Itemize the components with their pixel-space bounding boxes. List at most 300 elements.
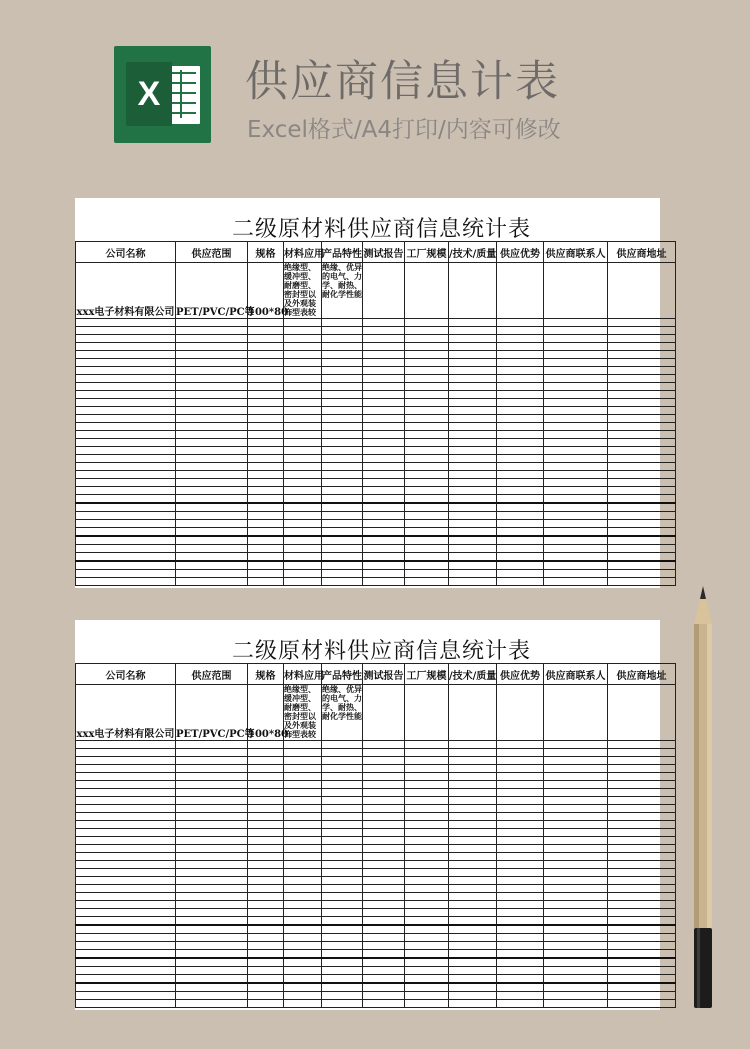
table-cell <box>497 528 544 537</box>
table-cell <box>176 487 248 495</box>
table-cell <box>405 351 449 359</box>
table-cell <box>363 789 405 797</box>
table-cell <box>544 805 608 813</box>
table-cell <box>248 570 284 578</box>
table-cell <box>322 415 363 423</box>
table-cell <box>176 561 248 570</box>
table-cell <box>449 967 497 975</box>
table-cell <box>608 536 676 545</box>
table-cell <box>284 520 322 528</box>
table-cell <box>248 545 284 553</box>
table-cell <box>405 439 449 447</box>
table-cell <box>284 553 322 562</box>
table-cell <box>76 439 176 447</box>
table-cell <box>405 447 449 455</box>
table-cell <box>248 335 284 343</box>
table-cell <box>76 893 176 901</box>
table-cell <box>405 773 449 781</box>
table-cell <box>405 536 449 545</box>
table-cell <box>497 934 544 942</box>
table-cell <box>405 917 449 926</box>
table-cell <box>608 495 676 504</box>
table-cell <box>449 383 497 391</box>
table-cell <box>449 391 497 399</box>
table-cell <box>176 917 248 926</box>
table-cell <box>248 975 284 984</box>
table-cell <box>405 901 449 909</box>
table-cell <box>449 741 497 749</box>
table-cell <box>497 901 544 909</box>
table-cell <box>248 503 284 512</box>
table-row <box>76 813 676 821</box>
table-cell <box>405 885 449 893</box>
table-cell <box>322 487 363 495</box>
table-cell <box>322 391 363 399</box>
table-cell <box>248 520 284 528</box>
table-cell <box>497 391 544 399</box>
table-cell <box>176 407 248 415</box>
table-cell <box>363 983 405 992</box>
table-cell <box>284 1000 322 1008</box>
table-cell <box>322 520 363 528</box>
table-row <box>76 503 676 512</box>
page-title: 供应商信息计表 <box>245 57 560 107</box>
table-cell <box>449 447 497 455</box>
table-cell <box>497 853 544 861</box>
table-cell <box>449 520 497 528</box>
table-cell <box>322 463 363 471</box>
table-cell <box>363 520 405 528</box>
table-cell <box>608 512 676 520</box>
table-cell <box>608 1000 676 1008</box>
table-row <box>76 853 676 861</box>
table-cell <box>405 431 449 439</box>
table-cell <box>405 520 449 528</box>
table-cell <box>544 975 608 984</box>
table-cell <box>544 1000 608 1008</box>
table-cell <box>284 343 322 351</box>
table-cell <box>363 545 405 553</box>
table-cell <box>363 781 405 789</box>
table-cell <box>176 813 248 821</box>
table-cell <box>608 343 676 351</box>
table-cell <box>322 578 363 586</box>
table-cell <box>76 578 176 586</box>
table-cell <box>497 925 544 934</box>
table-cell <box>608 893 676 901</box>
table-cell <box>176 463 248 471</box>
table-cell <box>497 821 544 829</box>
table-cell <box>544 917 608 926</box>
table-cell <box>176 383 248 391</box>
table-cell <box>544 685 608 741</box>
table-cell <box>176 578 248 586</box>
table-cell <box>284 512 322 520</box>
table-cell <box>248 942 284 950</box>
table-cell <box>608 765 676 773</box>
table-cell <box>284 781 322 789</box>
table-cell <box>176 869 248 877</box>
table-cell <box>363 685 405 741</box>
table-cell <box>449 853 497 861</box>
table-cell <box>449 805 497 813</box>
table-cell <box>76 463 176 471</box>
table-cell <box>284 837 322 845</box>
table-cell <box>497 885 544 893</box>
table-cell <box>248 528 284 537</box>
table-cell <box>405 685 449 741</box>
table-cell <box>449 439 497 447</box>
table-cell <box>284 749 322 757</box>
table-row <box>76 391 676 399</box>
table-cell <box>405 992 449 1000</box>
table-cell <box>76 520 176 528</box>
table-cell <box>608 781 676 789</box>
table-cell <box>405 829 449 837</box>
table-cell <box>497 439 544 447</box>
table-cell <box>449 561 497 570</box>
table-cell <box>497 351 544 359</box>
table-cell <box>76 765 176 773</box>
table-cell <box>248 821 284 829</box>
table-cell <box>322 471 363 479</box>
table-cell <box>284 917 322 926</box>
table-cell <box>449 343 497 351</box>
table-cell <box>497 578 544 586</box>
table-cell <box>363 447 405 455</box>
table-cell <box>405 528 449 537</box>
table-cell <box>363 950 405 959</box>
table-cell <box>363 893 405 901</box>
table-cell <box>176 512 248 520</box>
table-cell <box>76 934 176 942</box>
table-cell <box>322 503 363 512</box>
table-cell <box>176 367 248 375</box>
table-cell <box>544 520 608 528</box>
table-cell <box>497 869 544 877</box>
table-cell <box>363 359 405 367</box>
table-cell <box>608 917 676 926</box>
scope-cell: PET/PVC/PC等 <box>176 685 248 741</box>
table-cell <box>176 853 248 861</box>
table-cell <box>608 967 676 975</box>
table-cell <box>363 765 405 773</box>
table-row <box>76 861 676 869</box>
table-cell <box>608 975 676 984</box>
table-cell <box>248 845 284 853</box>
table-row <box>76 958 676 967</box>
table-row <box>76 327 676 335</box>
table-cell <box>363 942 405 950</box>
table-cell <box>544 845 608 853</box>
table-cell <box>284 885 322 893</box>
table-cell <box>322 407 363 415</box>
table-cell <box>405 343 449 351</box>
table-cell <box>176 545 248 553</box>
table-cell <box>405 375 449 383</box>
table-cell <box>176 992 248 1000</box>
scope-cell: PET/PVC/PC等 <box>176 263 248 319</box>
table-cell <box>405 861 449 869</box>
table-cell <box>248 351 284 359</box>
table-cell <box>544 741 608 749</box>
table-cell <box>322 975 363 984</box>
column-header: 材料应用 <box>284 664 322 685</box>
table-cell <box>363 967 405 975</box>
table-cell <box>248 343 284 351</box>
table-cell <box>322 917 363 926</box>
table-cell <box>449 821 497 829</box>
table-cell <box>363 431 405 439</box>
table-cell <box>449 829 497 837</box>
table-cell <box>405 570 449 578</box>
table-row <box>76 1000 676 1008</box>
table-cell <box>544 578 608 586</box>
table-cell <box>176 335 248 343</box>
table-cell <box>76 553 176 562</box>
table-header-row <box>76 664 676 685</box>
table-cell <box>76 375 176 383</box>
table-cell <box>544 570 608 578</box>
table-row <box>76 431 676 439</box>
table-cell <box>248 749 284 757</box>
table-cell <box>76 391 176 399</box>
company-cell: xxx电子材料有限公司 <box>76 685 176 741</box>
table-cell <box>248 853 284 861</box>
table-cell <box>497 319 544 327</box>
table-row <box>76 423 676 431</box>
features-cell: 绝缘、优异的电气、力学、耐热、耐化学性能 <box>322 263 363 319</box>
table-cell <box>497 520 544 528</box>
table-cell <box>449 415 497 423</box>
table-cell <box>248 359 284 367</box>
table-cell <box>322 512 363 520</box>
table-cell <box>544 958 608 967</box>
empty-rows <box>76 319 676 586</box>
table-row <box>76 983 676 992</box>
column-header: 供应优势 <box>497 664 544 685</box>
supplier-table <box>75 241 676 586</box>
table-cell <box>176 797 248 805</box>
table-cell <box>544 423 608 431</box>
table-cell <box>544 512 608 520</box>
table-cell <box>322 992 363 1000</box>
table-cell <box>176 925 248 934</box>
table-cell <box>176 343 248 351</box>
table-cell <box>608 375 676 383</box>
table-cell <box>284 805 322 813</box>
table-cell <box>449 545 497 553</box>
table-cell <box>449 781 497 789</box>
column-header: 测试报告 <box>363 664 405 685</box>
table-cell <box>449 359 497 367</box>
spec-cell: 100*80 <box>248 263 284 319</box>
column-header: 材料应用 <box>284 242 322 263</box>
table-cell <box>76 773 176 781</box>
table-cell <box>363 845 405 853</box>
table-cell <box>322 431 363 439</box>
table-cell <box>248 781 284 789</box>
table-row <box>76 789 676 797</box>
table-cell <box>284 983 322 992</box>
column-header: 供应商地址 <box>608 242 676 263</box>
table-row <box>76 487 676 495</box>
table-cell <box>405 893 449 901</box>
table-cell <box>497 975 544 984</box>
table-cell <box>405 471 449 479</box>
table-cell <box>248 512 284 520</box>
table-cell <box>405 813 449 821</box>
table-cell <box>497 327 544 335</box>
table-cell <box>405 383 449 391</box>
table-cell <box>284 877 322 885</box>
table-cell <box>76 992 176 1000</box>
table-cell <box>497 536 544 545</box>
table-cell <box>608 367 676 375</box>
table-cell <box>363 343 405 351</box>
table-cell <box>608 934 676 942</box>
table-cell <box>284 431 322 439</box>
table-cell <box>449 503 497 512</box>
table-cell <box>248 983 284 992</box>
table-cell <box>363 958 405 967</box>
table-cell <box>322 351 363 359</box>
table-cell <box>544 869 608 877</box>
table-cell <box>176 553 248 562</box>
table-cell <box>248 319 284 327</box>
table-cell <box>322 789 363 797</box>
table-cell <box>76 877 176 885</box>
table-cell <box>284 503 322 512</box>
column-header: 供应范围 <box>176 664 248 685</box>
column-header: 供应商联系人 <box>544 664 608 685</box>
table-cell <box>76 423 176 431</box>
table-row <box>76 319 676 327</box>
table-cell <box>544 327 608 335</box>
table-cell <box>405 853 449 861</box>
table-cell <box>405 415 449 423</box>
table-cell <box>497 359 544 367</box>
table-cell <box>497 263 544 319</box>
table-cell <box>248 877 284 885</box>
table-cell <box>284 487 322 495</box>
table-row <box>76 773 676 781</box>
table-cell <box>608 503 676 512</box>
table-cell <box>363 415 405 423</box>
table-cell <box>248 327 284 335</box>
table-cell <box>176 471 248 479</box>
table-cell <box>76 455 176 463</box>
table-cell <box>544 463 608 471</box>
table-cell <box>449 319 497 327</box>
table-cell <box>322 375 363 383</box>
table-cell <box>284 975 322 984</box>
table-cell <box>497 805 544 813</box>
table-cell <box>544 877 608 885</box>
table-row <box>76 749 676 757</box>
table-cell <box>176 741 248 749</box>
table-cell <box>176 327 248 335</box>
table-cell <box>405 423 449 431</box>
table-row <box>76 536 676 545</box>
table-row <box>76 901 676 909</box>
table-cell <box>76 503 176 512</box>
excel-x-letter: X <box>126 62 172 126</box>
table-row <box>76 455 676 463</box>
table-cell <box>544 545 608 553</box>
table-cell <box>248 869 284 877</box>
table-cell <box>76 942 176 950</box>
table-cell <box>363 367 405 375</box>
table-cell <box>405 975 449 984</box>
table-header-row <box>76 242 676 263</box>
table-cell <box>544 343 608 351</box>
supplier-table <box>75 663 676 1008</box>
table-cell <box>608 877 676 885</box>
column-header: 公司名称 <box>76 242 176 263</box>
table-cell <box>176 901 248 909</box>
table-cell <box>284 797 322 805</box>
table-cell <box>449 861 497 869</box>
table-cell <box>76 487 176 495</box>
table-cell <box>322 967 363 975</box>
table-cell <box>497 741 544 749</box>
column-header: 规格 <box>248 242 284 263</box>
table-cell <box>248 383 284 391</box>
table-cell <box>449 983 497 992</box>
table-cell <box>608 335 676 343</box>
table-cell <box>322 983 363 992</box>
table-cell <box>449 942 497 950</box>
table-cell <box>322 561 363 570</box>
table-cell <box>322 781 363 789</box>
table-cell <box>449 893 497 901</box>
sheet-preview-1 <box>75 198 667 588</box>
table-cell <box>608 805 676 813</box>
table-row <box>76 407 676 415</box>
table-cell <box>322 877 363 885</box>
table-row <box>76 942 676 950</box>
table-cell <box>176 765 248 773</box>
table-cell <box>176 415 248 423</box>
table-cell <box>284 463 322 471</box>
table-cell <box>363 909 405 917</box>
table-cell <box>497 757 544 765</box>
table-cell <box>497 845 544 853</box>
table-cell <box>176 942 248 950</box>
table-cell <box>449 367 497 375</box>
table-cell <box>248 399 284 407</box>
table-cell <box>544 536 608 545</box>
table-cell <box>176 528 248 537</box>
table-cell <box>248 447 284 455</box>
column-header: 工厂规模 <box>405 664 449 685</box>
table-cell <box>544 909 608 917</box>
table-cell <box>544 415 608 423</box>
column-header: 规格 <box>248 664 284 685</box>
table-cell <box>608 869 676 877</box>
table-cell <box>248 893 284 901</box>
table-cell <box>608 821 676 829</box>
column-header: 产品特性 <box>322 664 363 685</box>
table-cell <box>363 503 405 512</box>
table-row <box>76 415 676 423</box>
table-cell <box>322 950 363 959</box>
table-cell <box>544 789 608 797</box>
table-cell <box>284 909 322 917</box>
table-cell <box>248 885 284 893</box>
table-cell <box>497 343 544 351</box>
